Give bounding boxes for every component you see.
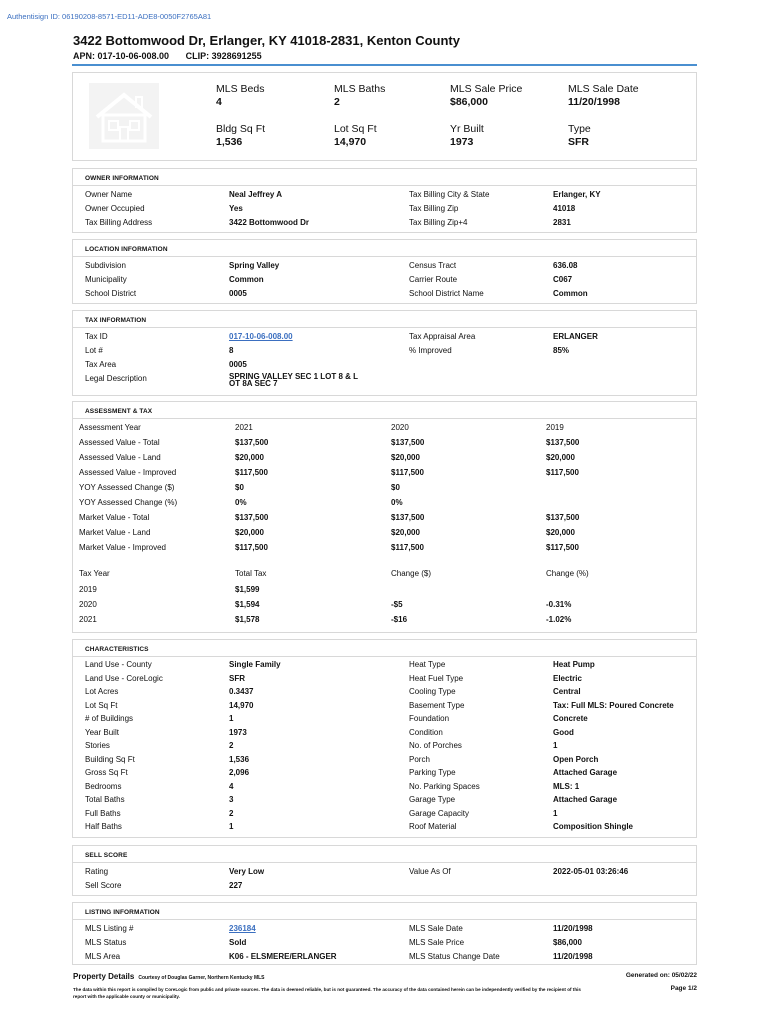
- assessment-cell: $117,500: [546, 543, 579, 552]
- sell-score-label: Sell Score: [85, 881, 122, 890]
- owner-section-title: OWNER INFORMATION: [73, 169, 696, 186]
- characteristic-value: Heat Pump: [553, 660, 595, 669]
- characteristic-label: Parking Type: [409, 768, 456, 777]
- assessment-row-label: Market Value - Land: [79, 528, 151, 537]
- tax-appraisal-area-label: Tax Appraisal Area: [409, 332, 476, 341]
- location-section: [72, 239, 697, 304]
- mls-sale-date-label: MLS Sale Date: [568, 83, 639, 95]
- house-icon: [89, 83, 159, 149]
- assessment-header-cell: 2020: [391, 423, 409, 432]
- characteristic-value: 2: [229, 741, 234, 750]
- envelope-id: Authentisign ID: 06190208-8571-ED11-ADE8-0050F2765A81: [7, 12, 212, 21]
- characteristic-value: Single Family: [229, 660, 281, 669]
- characteristic-value: Attached Garage: [553, 768, 618, 777]
- characteristic-label: Lot Sq Ft: [85, 700, 118, 710]
- mls-sale-price-value: $86,000: [450, 96, 488, 108]
- tax-cell: $1,599: [235, 585, 260, 594]
- school-district-name-value: Common: [553, 289, 588, 298]
- sell-score-section-title: SELL SCORE: [73, 846, 696, 863]
- tax-billing-city-label: Tax Billing City & State: [409, 190, 490, 199]
- mls-sale-date: [568, 83, 639, 108]
- characteristic-value: 2,096: [229, 768, 250, 777]
- mls-sale-price: [450, 83, 522, 108]
- characteristic-value: Open Porch: [553, 754, 599, 764]
- sell-score-section: [72, 845, 697, 896]
- tax-cell: $1,578: [235, 615, 260, 624]
- characteristic-value: 4: [229, 781, 234, 791]
- tax-area-label: Tax Area: [85, 360, 117, 369]
- characteristic-value: Electric: [553, 673, 582, 683]
- tax-section: [72, 310, 697, 396]
- mls-sale-date-value: 11/20/1998: [568, 96, 620, 108]
- characteristic-label: Bedrooms: [85, 781, 122, 791]
- characteristic-label: Porch: [409, 754, 430, 764]
- assessment-cell: 0%: [391, 498, 403, 507]
- characteristic-label: Basement Type: [409, 700, 465, 710]
- page-number: Page 1/2: [670, 985, 697, 992]
- assessment-cell: $20,000: [546, 453, 575, 462]
- assessment-row-label: Market Value - Total: [79, 513, 150, 522]
- listing-sale-date-label: MLS Sale Date: [409, 924, 463, 933]
- tax-cell: -$5: [391, 600, 403, 609]
- tax-cell: -0.31%: [546, 600, 572, 609]
- rating-value: Very Low: [229, 867, 265, 876]
- lot-number-value: 8: [229, 346, 234, 355]
- bldg-sqft-value: 1,536: [216, 136, 243, 148]
- location-section-title: LOCATION INFORMATION: [73, 240, 696, 257]
- characteristic-label: Building Sq Ft: [85, 754, 135, 764]
- tax-cell: $1,594: [235, 600, 260, 609]
- assessment-cell: $117,500: [391, 468, 424, 477]
- owner-occupied-label: Owner Occupied: [85, 204, 145, 213]
- characteristic-value: 1,536: [229, 754, 250, 764]
- characteristic-label: Total Baths: [85, 795, 125, 804]
- percent-improved-value: 85%: [553, 346, 570, 355]
- assessment-cell: $137,500: [235, 438, 269, 447]
- characteristic-value: Good: [553, 727, 574, 737]
- assessment-header-cell: Assessment Year: [79, 423, 141, 432]
- municipality-label: Municipality: [85, 275, 127, 284]
- mls-status-label: MLS Status: [85, 938, 127, 947]
- tax-header-cell: Change ($): [391, 569, 432, 578]
- characteristic-label: Foundation: [409, 714, 450, 723]
- characteristic-value: Central: [553, 687, 581, 696]
- school-district-name-label: School District Name: [409, 289, 484, 298]
- characteristic-label: Condition: [409, 727, 443, 737]
- characteristic-value: SFR: [229, 673, 245, 683]
- characteristic-label: Heat Fuel Type: [409, 673, 464, 683]
- assessment-cell: $137,500: [391, 513, 425, 522]
- characteristic-value: 1: [229, 714, 234, 723]
- assessment-row-label: Assessed Value - Improved: [79, 468, 177, 477]
- value-as-of-label: Value As Of: [409, 867, 451, 876]
- mls-beds-value: 4: [216, 96, 222, 108]
- property-type-value: SFR: [568, 136, 589, 148]
- clip: CLIP: 3928691255: [185, 51, 262, 61]
- assessment-cell: $117,500: [235, 543, 268, 552]
- assessment-section: [72, 401, 697, 633]
- footer-courtesy: Courtesy of Douglas Garner, Northern Kentucky MLS: [138, 975, 265, 981]
- tax-cell: -1.02%: [546, 615, 572, 624]
- owner-name-value: Neal Jeffrey A: [229, 190, 283, 199]
- assessment-row-label: Assessed Value - Land: [79, 453, 161, 462]
- assessment-row-label: YOY Assessed Change (%): [79, 498, 178, 507]
- assessment-cell: $20,000: [235, 453, 264, 462]
- assessment-cell: $0: [391, 483, 400, 492]
- property-address: 3422 Bottomwood Dr, Erlanger, KY 41018-2831, Kenton County: [73, 33, 460, 48]
- characteristic-label: Stories: [85, 741, 110, 750]
- school-district-value: 0005: [229, 289, 247, 298]
- percent-improved-label: % Improved: [409, 346, 452, 355]
- municipality-value: Common: [229, 275, 264, 284]
- rating-label: Rating: [85, 867, 109, 876]
- characteristic-label: Gross Sq Ft: [85, 768, 128, 777]
- characteristic-label: Half Baths: [85, 822, 122, 831]
- census-tract-value: 636.08: [553, 261, 578, 270]
- owner-occupied-value: Yes: [229, 204, 243, 213]
- lot-sqft: [334, 123, 377, 148]
- characteristic-label: No. of Porches: [409, 741, 462, 750]
- tax-billing-address-label: Tax Billing Address: [85, 218, 153, 227]
- characteristic-value: 1973: [229, 727, 247, 737]
- assessment-cell: $137,500: [391, 438, 425, 447]
- mls-listing-label: MLS Listing #: [85, 924, 134, 933]
- footer-title-text: Property Details: [73, 972, 135, 981]
- header-divider: [72, 64, 697, 66]
- tax-header-cell: Change (%): [546, 569, 589, 578]
- property-type-label: Type: [568, 123, 591, 135]
- characteristic-value: MLS: 1: [553, 781, 580, 791]
- assessment-section-title: ASSESSMENT & TAX: [73, 402, 696, 419]
- characteristic-label: Land Use - County: [85, 660, 152, 669]
- tax-year-cell: 2019: [79, 585, 97, 594]
- characteristic-label: Year Built: [85, 727, 119, 737]
- characteristic-value: Composition Shingle: [553, 822, 633, 831]
- characteristics-section: [72, 639, 697, 838]
- characteristic-label: Cooling Type: [409, 687, 456, 696]
- apn: APN: 017-10-06-008.00: [73, 51, 170, 61]
- mls-area-value: K06 - ELSMERE/ERLANGER: [229, 952, 337, 961]
- mls-sale-price-label: MLS Sale Price: [450, 83, 523, 95]
- characteristic-label: Full Baths: [85, 808, 121, 818]
- apn-line: [73, 51, 262, 61]
- tax-billing-zip-value: 41018: [553, 204, 576, 213]
- listing-section-title: LISTING INFORMATION: [73, 903, 696, 920]
- tax-billing-city-value: Erlanger, KY: [553, 190, 601, 199]
- owner-name-label: Owner Name: [85, 190, 133, 199]
- carrier-route-value: C067: [553, 275, 573, 284]
- legal-description-label: Legal Description: [85, 374, 147, 383]
- characteristic-label: Garage Type: [409, 795, 456, 804]
- tax-cell: -$16: [391, 615, 408, 624]
- mls-baths: [334, 83, 385, 108]
- property-type: [568, 123, 591, 148]
- status-change-date-label: MLS Status Change Date: [409, 952, 500, 961]
- tax-section-title: TAX INFORMATION: [73, 311, 696, 328]
- assessment-cell: $20,000: [546, 528, 575, 537]
- assessment-cell: $20,000: [235, 528, 264, 537]
- tax-header-cell: Total Tax: [235, 569, 267, 578]
- tax-id-link[interactable]: 017-10-06-008.00: [229, 332, 293, 341]
- tax-area-value: 0005: [229, 360, 247, 369]
- yr-built-label: Yr Built: [450, 123, 484, 135]
- tax-id-label: Tax ID: [85, 332, 108, 341]
- listing-section: [72, 902, 697, 965]
- tax-year-cell: 2020: [79, 600, 97, 609]
- lot-sqft-label: Lot Sq Ft: [334, 123, 377, 135]
- assessment-cell: $0: [235, 483, 244, 492]
- mls-status-value: Sold: [229, 938, 247, 947]
- assessment-cell: $117,500: [546, 468, 579, 477]
- tax-billing-zip4-value: 2831: [553, 218, 571, 227]
- mls-area-label: MLS Area: [85, 952, 121, 961]
- characteristics-section-title: CHARACTERISTICS: [73, 640, 696, 657]
- characteristic-value: 1: [553, 741, 558, 750]
- tax-billing-zip-label: Tax Billing Zip: [409, 204, 459, 213]
- characteristic-label: Lot Acres: [85, 687, 119, 696]
- carrier-route-label: Carrier Route: [409, 275, 458, 284]
- listing-sale-price-value: $86,000: [553, 938, 582, 947]
- assessment-cell: 0%: [235, 498, 247, 507]
- characteristic-value: Concrete: [553, 714, 588, 723]
- lot-number-label: Lot #: [85, 346, 103, 355]
- assessment-cell: $117,500: [235, 468, 268, 477]
- characteristic-label: Land Use - CoreLogic: [85, 673, 163, 683]
- mls-beds-label: MLS Beds: [216, 83, 265, 95]
- tax-appraisal-area-value: ERLANGER: [553, 332, 598, 341]
- tax-header-cell: Tax Year: [79, 569, 110, 578]
- characteristic-label: # of Buildings: [85, 714, 134, 723]
- footer-title: [73, 972, 265, 981]
- assessment-row-label: Market Value - Improved: [79, 543, 166, 552]
- legal-description-line1: SPRING VALLEY SEC 1 LOT 8 & L: [229, 372, 359, 381]
- assessment-cell: $20,000: [391, 528, 420, 537]
- legal-description-line2: OT 8A SEC 7: [229, 379, 278, 388]
- subdivision-label: Subdivision: [85, 261, 126, 270]
- characteristic-value: 1: [229, 822, 234, 831]
- assessment-cell: $137,500: [546, 513, 580, 522]
- mls-baths-value: 2: [334, 96, 340, 108]
- value-as-of-value: 2022-05-01 03:26:46: [553, 867, 629, 876]
- assessment-cell: $117,500: [391, 543, 424, 552]
- characteristic-label: No. Parking Spaces: [409, 781, 480, 791]
- tax-billing-zip4-label: Tax Billing Zip+4: [409, 218, 468, 227]
- assessment-header-cell: 2021: [235, 423, 253, 432]
- yr-built-value: 1973: [450, 136, 474, 148]
- characteristic-label: Roof Material: [409, 822, 457, 831]
- mls-baths-label: MLS Baths: [334, 83, 386, 95]
- subdivision-value: Spring Valley: [229, 261, 280, 270]
- characteristic-value: 0.3437: [229, 687, 254, 696]
- tax-billing-address-value: 3422 Bottomwood Dr: [229, 218, 310, 227]
- sell-score-value: 227: [229, 881, 243, 890]
- listing-sale-date-value: 11/20/1998: [553, 924, 593, 933]
- assessment-header-cell: 2019: [546, 423, 564, 432]
- assessment-row-label: YOY Assessed Change ($): [79, 483, 175, 492]
- status-change-date-value: 11/20/1998: [553, 952, 593, 961]
- tax-year-cell: 2021: [79, 615, 97, 624]
- characteristic-value: Tax: Full MLS: Poured Concrete: [553, 700, 674, 710]
- assessment-cell: $137,500: [546, 438, 580, 447]
- characteristic-value: Attached Garage: [553, 795, 618, 804]
- listing-sale-price-label: MLS Sale Price: [409, 938, 465, 947]
- census-tract-label: Census Tract: [409, 261, 457, 270]
- characteristic-label: Garage Capacity: [409, 808, 470, 818]
- characteristic-value: 2: [229, 808, 234, 818]
- footer-disclaimer: The data within this report is compiled by CoreLogic from public and private sources. The data is deemed reliable, but is not guaranteed. The accuracy of the data contained herein can be independently verified by the recipient of this report with the applicable county or municipality.: [73, 987, 581, 999]
- assessment-row-label: Assessed Value - Total: [79, 438, 160, 447]
- bldg-sqft-label: Bldg Sq Ft: [216, 123, 266, 135]
- bldg-sqft: [216, 123, 265, 148]
- lot-sqft-value: 14,970: [334, 136, 367, 148]
- summary-panel: [72, 72, 697, 161]
- yr-built: [450, 123, 484, 148]
- mls-beds: [216, 83, 264, 108]
- owner-section: [72, 168, 697, 233]
- characteristic-value: 3: [229, 795, 234, 804]
- assessment-cell: $20,000: [391, 453, 420, 462]
- legal-description-value: [229, 373, 358, 387]
- mls-listing-link[interactable]: 236184: [229, 924, 256, 933]
- characteristic-label: Heat Type: [409, 660, 446, 669]
- characteristic-value: 1: [553, 808, 558, 818]
- generated-on: Generated on: 05/02/22: [625, 972, 697, 979]
- characteristic-value: 14,970: [229, 700, 254, 710]
- assessment-cell: $137,500: [235, 513, 269, 522]
- school-district-label: School District: [85, 289, 137, 298]
